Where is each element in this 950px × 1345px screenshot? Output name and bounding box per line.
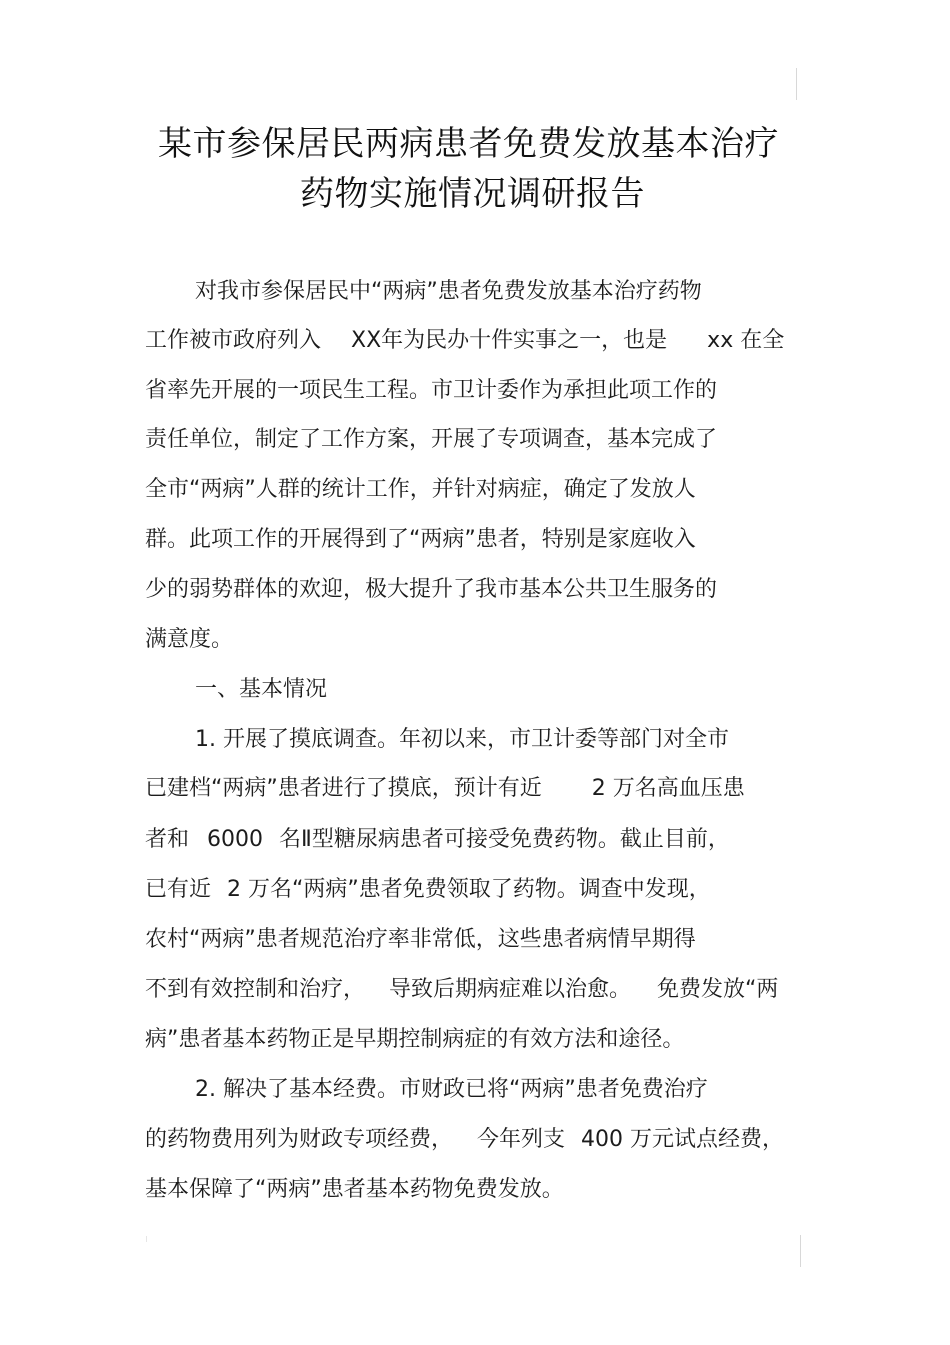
paragraph-2-line-3 (145, 824, 730, 856)
text-segment: 今年列支 (477, 1127, 566, 1152)
text-segment: 已有近 (145, 877, 212, 902)
paragraph-3-line-1: 2. 解决了基本经费。市财政已将“两病”患者免费治疗 (195, 1077, 708, 1102)
text-segment: 免费发放“两 (657, 977, 779, 1002)
document-title-line-2: 药物实施情况调研报告 (300, 174, 645, 214)
paragraph-1-line-3: 省率先开展的一项民生工程。市卫计委作为承担此项工作的 (145, 378, 718, 403)
paragraph-1-line-4: 责任单位，制定了工作方案，开展了专项调查，基本完成了 (145, 427, 718, 452)
text-segment: 不到有效控制和治疗， (145, 977, 366, 1002)
text-segment: xx 在全 (707, 328, 785, 353)
paragraph-2-line-4 (145, 874, 711, 906)
page-corner-mark (800, 1235, 801, 1267)
paragraph-1-line-6: 群。此项工作的开展得到了“两病”患者，特别是家庭收入 (145, 527, 696, 552)
text-segment: 400 万元试点经费， (581, 1127, 785, 1152)
document-title-line-1: 某市参保居民两病患者免费发放基本治疗 (158, 124, 779, 164)
section-heading: 一、基本情况 (195, 677, 328, 702)
text-segment: 者和 (145, 827, 190, 852)
paragraph-2-line-5: 农村“两病”患者规范治疗率非常低，这些患者病情早期得 (145, 927, 696, 952)
paragraph-2-line-2 (145, 773, 745, 805)
text-segment: 的药物费用列为财政专项经费， (145, 1127, 454, 1152)
text-segment: 2 万名“两病”患者免费领取了药物。调查中发现， (227, 877, 711, 902)
paragraph-3-line-2 (145, 1124, 784, 1156)
text-segment: XX年为民办十件实事之一，也是 (351, 328, 668, 353)
paragraph-1-line-1: 对我市参保居民中“两病”患者免费发放基本治疗药物 (195, 279, 702, 304)
paragraph-1-line-2 (145, 325, 784, 357)
text-segment: 名Ⅱ型糖尿病患者可接受免费药物。截止目前， (279, 827, 730, 852)
text-segment: 导致后期病症难以治愈。 (389, 977, 632, 1002)
page-corner-mark (146, 1236, 147, 1242)
paragraph-2-line-6 (145, 974, 778, 1006)
page-corner-mark (796, 68, 797, 100)
text-segment: 工作被市政府列入 (145, 328, 322, 353)
text-segment: 已建档“两病”患者进行了摸底，预计有近 (145, 776, 542, 801)
text-segment: 2 万名高血压患 (591, 776, 745, 801)
paragraph-2-line-7: 病”患者基本药物正是早期控制病症的有效方法和途径。 (145, 1027, 685, 1052)
text-segment: 6000 (207, 827, 264, 852)
paragraph-3-line-3: 基本保障了“两病”患者基本药物免费发放。 (145, 1177, 564, 1202)
paragraph-1-line-5: 全市“两病”人群的统计工作，并针对病症，确定了发放人 (145, 477, 696, 502)
paragraph-1-line-7: 少的弱势群体的欢迎，极大提升了我市基本公共卫生服务的 (145, 577, 718, 602)
paragraph-1-line-8: 满意度。 (145, 627, 234, 652)
paragraph-2-line-1: 1. 开展了摸底调查。年初以来，市卫计委等部门对全市 (195, 727, 729, 752)
